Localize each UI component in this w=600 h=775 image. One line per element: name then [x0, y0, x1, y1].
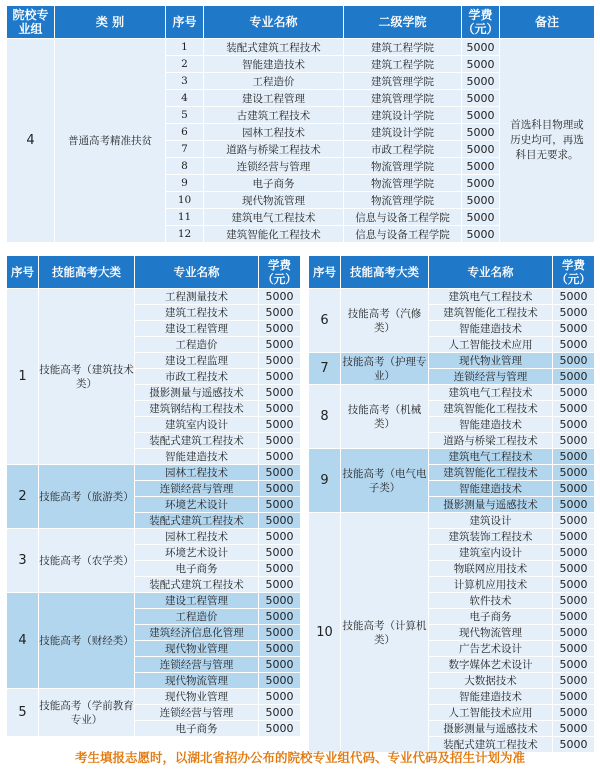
tuition-fee: 5000 — [462, 226, 500, 243]
major-name: 装配式建筑工程技术 — [135, 577, 259, 593]
tuition-fee: 5000 — [462, 141, 500, 158]
tuition-fee: 5000 — [259, 481, 301, 497]
major-name: 工程造价 — [135, 337, 259, 353]
college-name: 建筑设计学院 — [344, 124, 462, 141]
row-seq: 1 — [166, 39, 204, 56]
tuition-fee: 5000 — [462, 73, 500, 90]
tuition-fee: 5000 — [553, 513, 595, 529]
note-text: 首选科目物理或历史均可，再选科目无要求。 — [500, 39, 595, 243]
table-header-row — [7, 6, 595, 39]
tuition-fee: 5000 — [259, 545, 301, 561]
major-name: 现代物流管理 — [135, 673, 259, 689]
major-name: 装配式建筑工程技术 — [204, 39, 344, 56]
tuition-fee: 5000 — [462, 107, 500, 124]
major-name: 建筑电气工程技术 — [429, 449, 553, 465]
tuition-fee: 5000 — [553, 497, 595, 513]
table-row — [309, 449, 595, 465]
major-name: 现代物流管理 — [429, 625, 553, 641]
tuition-fee: 5000 — [462, 39, 500, 56]
tuition-fee: 5000 — [553, 641, 595, 657]
tuition-fee: 5000 — [259, 529, 301, 545]
major-name: 摄影测量与遥感技术 — [135, 385, 259, 401]
major-name: 园林工程技术 — [135, 529, 259, 545]
major-name: 园林工程技术 — [135, 465, 259, 481]
category-label: 技能高考（护理专业） — [341, 353, 429, 385]
major-name: 建筑电气工程技术 — [429, 385, 553, 401]
major-name: 环境艺术设计 — [135, 545, 259, 561]
table-row — [7, 39, 595, 56]
header-seq: 序号 — [7, 256, 39, 289]
major-name: 园林工程技术 — [204, 124, 344, 141]
tuition-fee: 5000 — [553, 593, 595, 609]
tuition-fee: 5000 — [553, 721, 595, 737]
category-label: 技能高考（汽修类） — [341, 289, 429, 353]
tuition-fee: 5000 — [553, 609, 595, 625]
major-name: 人工智能技术应用 — [429, 705, 553, 721]
row-seq: 2 — [166, 56, 204, 73]
tuition-fee: 5000 — [553, 353, 595, 369]
major-name: 现代物业管理 — [135, 689, 259, 705]
tuition-fee: 5000 — [259, 289, 301, 305]
tuition-fee: 5000 — [462, 158, 500, 175]
group-seq: 8 — [309, 385, 341, 449]
group-seq: 9 — [309, 449, 341, 513]
major-name: 建筑经济信息化管理 — [135, 625, 259, 641]
college-name: 信息与设备工程学院 — [344, 209, 462, 226]
category-label: 技能高考（计算机类） — [341, 513, 429, 753]
group-seq: 1 — [7, 289, 39, 465]
college-name: 信息与设备工程学院 — [344, 226, 462, 243]
header-major: 专业名称 — [429, 256, 553, 289]
tuition-fee: 5000 — [553, 737, 595, 753]
major-name: 建筑装饰工程技术 — [429, 529, 553, 545]
tuition-fee: 5000 — [259, 417, 301, 433]
major-name: 智能建造技术 — [429, 321, 553, 337]
group-seq: 2 — [7, 465, 39, 529]
tuition-fee: 5000 — [462, 90, 500, 107]
table-header-row — [7, 256, 301, 289]
tuition-fee: 5000 — [259, 497, 301, 513]
college-name: 物流管理学院 — [344, 175, 462, 192]
group-seq: 6 — [309, 289, 341, 353]
tuition-fee: 5000 — [553, 561, 595, 577]
tuition-fee: 5000 — [553, 433, 595, 449]
major-name: 智能建造技术 — [429, 417, 553, 433]
tuition-fee: 5000 — [553, 401, 595, 417]
row-seq: 7 — [166, 141, 204, 158]
tuition-fee: 5000 — [553, 529, 595, 545]
major-name: 电子商务 — [135, 721, 259, 737]
tuition-fee: 5000 — [259, 401, 301, 417]
tuition-fee: 5000 — [259, 465, 301, 481]
category-label: 技能高考（机械类） — [341, 385, 429, 449]
tuition-fee: 5000 — [553, 481, 595, 497]
tuition-fee: 5000 — [553, 289, 595, 305]
college-name: 物流管理学院 — [344, 192, 462, 209]
tuition-fee: 5000 — [553, 305, 595, 321]
tuition-fee: 5000 — [259, 689, 301, 705]
tuition-fee: 5000 — [259, 385, 301, 401]
group-seq: 4 — [7, 593, 39, 689]
major-name: 市政工程技术 — [135, 369, 259, 385]
header-fee: 学费（元） — [553, 256, 595, 289]
tuition-fee: 5000 — [259, 337, 301, 353]
header-category: 类 别 — [55, 6, 166, 39]
row-seq: 10 — [166, 192, 204, 209]
header-group: 院校专业组 — [7, 6, 55, 39]
major-name: 建设工程监理 — [135, 353, 259, 369]
tuition-fee: 5000 — [259, 657, 301, 673]
major-name: 建设工程管理 — [135, 593, 259, 609]
tuition-fee: 5000 — [259, 625, 301, 641]
major-name: 广告艺术设计 — [429, 641, 553, 657]
header-category: 技能高考大类 — [341, 256, 429, 289]
college-name: 市政工程学院 — [344, 141, 462, 158]
tuition-fee: 5000 — [462, 209, 500, 226]
skill-exam-body-left — [7, 289, 301, 737]
college-name: 建筑管理学院 — [344, 90, 462, 107]
college-name: 建筑工程学院 — [344, 56, 462, 73]
row-seq: 9 — [166, 175, 204, 192]
category-label: 普通高考精准扶贫 — [55, 39, 166, 243]
tuition-fee: 5000 — [259, 449, 301, 465]
tuition-fee: 5000 — [462, 56, 500, 73]
major-name: 建设工程管理 — [204, 90, 344, 107]
header-fee: 学费（元） — [259, 256, 301, 289]
tuition-fee: 5000 — [259, 513, 301, 529]
table-row — [7, 289, 301, 305]
general-exam-body — [7, 39, 595, 243]
major-name: 人工智能技术应用 — [429, 337, 553, 353]
tuition-fee: 5000 — [553, 385, 595, 401]
major-name: 智能建造技术 — [429, 689, 553, 705]
major-name: 建设工程管理 — [135, 321, 259, 337]
major-name: 大数据技术 — [429, 673, 553, 689]
group-number: 4 — [7, 39, 55, 243]
tuition-fee: 5000 — [259, 641, 301, 657]
major-name: 智能建造技术 — [135, 449, 259, 465]
college-name: 建筑设计学院 — [344, 107, 462, 124]
major-name: 建筑设计 — [429, 513, 553, 529]
tuition-fee: 5000 — [259, 609, 301, 625]
major-name: 摄影测量与遥感技术 — [429, 721, 553, 737]
tuition-fee: 5000 — [553, 625, 595, 641]
header-seq: 序号 — [166, 6, 204, 39]
major-name: 数字媒体艺术设计 — [429, 657, 553, 673]
major-name: 装配式建筑工程技术 — [135, 513, 259, 529]
table-row — [309, 289, 595, 305]
major-name: 环境艺术设计 — [135, 497, 259, 513]
major-name: 软件技术 — [429, 593, 553, 609]
major-name: 建筑工程技术 — [135, 305, 259, 321]
major-name: 连锁经营与管理 — [135, 705, 259, 721]
tuition-fee: 5000 — [553, 369, 595, 385]
header-note: 备注 — [500, 6, 595, 39]
tuition-fee: 5000 — [259, 593, 301, 609]
tuition-fee: 5000 — [553, 689, 595, 705]
tuition-fee: 5000 — [553, 705, 595, 721]
major-name: 现代物业管理 — [135, 641, 259, 657]
tuition-fee: 5000 — [553, 657, 595, 673]
tuition-fee: 5000 — [553, 577, 595, 593]
skill-exam-table-right — [308, 255, 595, 753]
major-name: 建筑智能化工程技术 — [429, 305, 553, 321]
tuition-fee: 5000 — [553, 545, 595, 561]
skill-exam-body-right — [309, 289, 595, 753]
table-row — [309, 385, 595, 401]
major-name: 电子商务 — [429, 609, 553, 625]
header-major: 专业名称 — [135, 256, 259, 289]
college-name: 建筑管理学院 — [344, 73, 462, 90]
tuition-fee: 5000 — [553, 321, 595, 337]
tuition-fee: 5000 — [553, 337, 595, 353]
category-label: 技能高考（电气电子类） — [341, 449, 429, 513]
major-name: 摄影测量与遥感技术 — [429, 497, 553, 513]
group-seq: 5 — [7, 689, 39, 737]
tuition-fee: 5000 — [553, 465, 595, 481]
tuition-fee: 5000 — [259, 705, 301, 721]
major-name: 电子商务 — [135, 561, 259, 577]
group-seq: 3 — [7, 529, 39, 593]
tuition-fee: 5000 — [259, 433, 301, 449]
tuition-fee: 5000 — [259, 321, 301, 337]
tuition-fee: 5000 — [553, 417, 595, 433]
table-row — [309, 513, 595, 529]
major-name: 电子商务 — [204, 175, 344, 192]
tuition-fee: 5000 — [462, 175, 500, 192]
row-seq: 4 — [166, 90, 204, 107]
group-seq: 7 — [309, 353, 341, 385]
tuition-fee: 5000 — [462, 124, 500, 141]
tuition-fee: 5000 — [462, 192, 500, 209]
major-name: 智能建造技术 — [429, 481, 553, 497]
general-exam-table — [6, 5, 595, 243]
college-name: 建筑工程学院 — [344, 39, 462, 56]
major-name: 计算机应用技术 — [429, 577, 553, 593]
major-name: 物联网应用技术 — [429, 561, 553, 577]
major-name: 装配式建筑工程技术 — [135, 433, 259, 449]
header-seq: 序号 — [309, 256, 341, 289]
major-name: 建筑电气工程技术 — [204, 209, 344, 226]
row-seq: 6 — [166, 124, 204, 141]
major-name: 古建筑工程技术 — [204, 107, 344, 124]
major-name: 建筑室内设计 — [429, 545, 553, 561]
row-seq: 5 — [166, 107, 204, 124]
group-seq: 10 — [309, 513, 341, 753]
major-name: 建筑智能化工程技术 — [204, 226, 344, 243]
footer-notice: 考生填报志愿时，以湖北省招办公布的院校专业组代码、专业代码及招生计划为准 — [74, 750, 525, 765]
category-label: 技能高考（农学类） — [39, 529, 135, 593]
major-name: 连锁经营与管理 — [429, 369, 553, 385]
table-row — [7, 689, 301, 705]
major-name: 建筑钢结构工程技术 — [135, 401, 259, 417]
major-name: 道路与桥梁工程技术 — [204, 141, 344, 158]
table-row — [7, 529, 301, 545]
category-label: 技能高考（学前教育专业） — [39, 689, 135, 737]
tuition-fee: 5000 — [259, 673, 301, 689]
table-row — [7, 593, 301, 609]
tuition-fee: 5000 — [259, 577, 301, 593]
tuition-fee: 5000 — [259, 721, 301, 737]
row-seq: 8 — [166, 158, 204, 175]
category-label: 技能高考（旅游类） — [39, 465, 135, 529]
college-name: 物流管理学院 — [344, 158, 462, 175]
header-college: 二级学院 — [344, 6, 462, 39]
major-name: 连锁经营与管理 — [204, 158, 344, 175]
major-name: 连锁经营与管理 — [135, 657, 259, 673]
major-name: 建筑智能化工程技术 — [429, 465, 553, 481]
category-label: 技能高考（建筑技术类） — [39, 289, 135, 465]
tuition-fee: 5000 — [259, 353, 301, 369]
major-name: 现代物业管理 — [429, 353, 553, 369]
major-name: 工程测量技术 — [135, 289, 259, 305]
major-name: 道路与桥梁工程技术 — [429, 433, 553, 449]
row-seq: 11 — [166, 209, 204, 226]
major-name: 建筑电气工程技术 — [429, 289, 553, 305]
tuition-fee: 5000 — [259, 305, 301, 321]
table-row — [7, 465, 301, 481]
tuition-fee: 5000 — [553, 673, 595, 689]
major-name: 装配式建筑工程技术 — [429, 737, 553, 753]
major-name: 现代物流管理 — [204, 192, 344, 209]
major-name: 智能建造技术 — [204, 56, 344, 73]
tuition-fee: 5000 — [259, 369, 301, 385]
row-seq: 3 — [166, 73, 204, 90]
header-category: 技能高考大类 — [39, 256, 135, 289]
major-name: 工程造价 — [204, 73, 344, 90]
tuition-fee: 5000 — [553, 449, 595, 465]
table-header-row — [309, 256, 595, 289]
tuition-fee: 5000 — [259, 561, 301, 577]
major-name: 工程造价 — [135, 609, 259, 625]
major-name: 连锁经营与管理 — [135, 481, 259, 497]
row-seq: 12 — [166, 226, 204, 243]
skill-exam-table-left — [6, 255, 301, 737]
major-name: 建筑智能化工程技术 — [429, 401, 553, 417]
header-fee: 学费（元） — [462, 6, 500, 39]
header-major: 专业名称 — [204, 6, 344, 39]
category-label: 技能高考（财经类） — [39, 593, 135, 689]
major-name: 建筑室内设计 — [135, 417, 259, 433]
table-row — [309, 353, 595, 369]
